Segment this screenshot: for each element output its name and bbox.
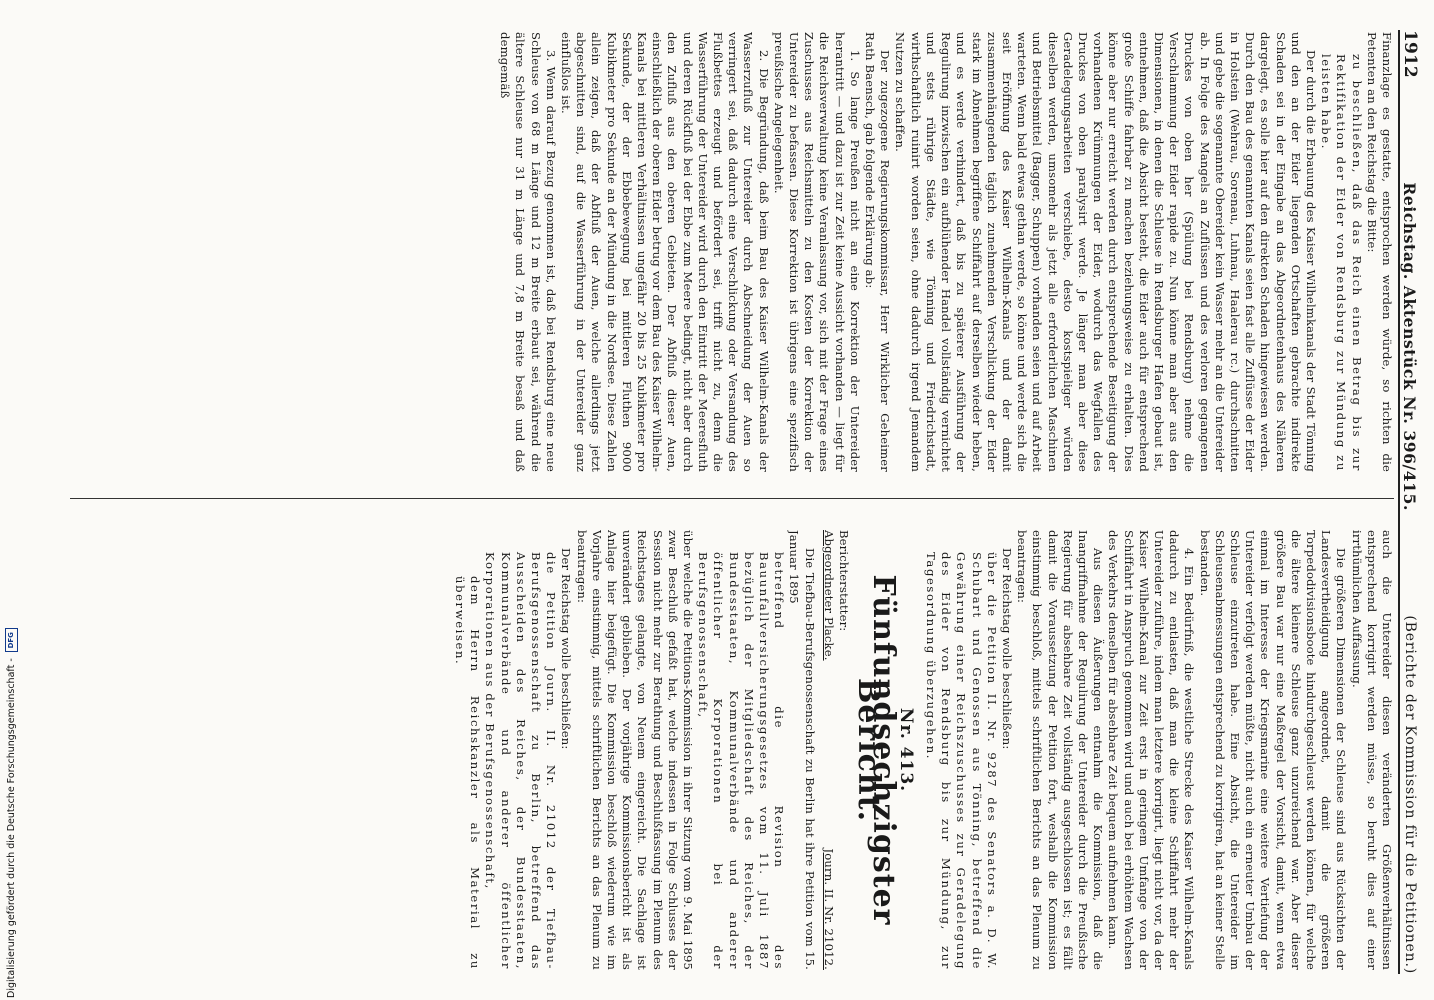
paragraph: Finanzlage es gestatte, entsprochen werden würde, so richten die Petenten an den Reichstag die Bitte:: [1364, 32, 1394, 472]
petition-request: zu beschließen, daß das Reich einen Betrag bis zur Rektifikation der Eider von Rendsburg zur Mündung zu leisten habe.: [1319, 54, 1364, 472]
section-title: (Berichte der Kommission für die Petitionen.): [1402, 615, 1419, 974]
left-column: [70, 32, 1394, 472]
paragraph: 1. So lange Preußen nicht an eine Korrektion der Untereider herantritt — und dazu ist zur Zeit keine Aussicht vorhanden — liegt für die Reichsverwaltung keine Veranlassung vor, sich mit der Frage eines Zuschusses aus Reichsmitteln zu den Kosten der Korrektion der Untereider zu befassen. Diese Korrektion ist übrigens eine spezifisch preußische Angelegenheit.: [771, 32, 862, 472]
paragraph: Die größeren Dimensionen der Schleuse sind aus Rücksichten der Landesvertheidigung angeordnet, damit die größeren Torpedodivisionsboote hindurchgeschleust werden können, für welche die ältere kleinere Schleuse ganz unzureichend war. Aber dieser größere Bau war nur eine Maßregel der Vorsicht, damit, wenn etwa einmal im Interesse der Kriegsmarine eine weitere Vertiefung der Untereider verfolgt werden müßte, nicht auch ein erneuter Umbau der Schleuse einzutreten habe. Eine Absicht, die Untereider im Schleusenabmessungen entsprechend zu korrigiren, hat an keiner Stelle bestanden.: [1197, 530, 1349, 970]
document-page: [64, 22, 1434, 982]
dfg-logo-icon: DFG: [5, 628, 18, 652]
report-heading: Fünfundsechzigster Bericht.: [851, 574, 902, 926]
paragraph: Der zugezogene Regierungskommissar, Herr Wirklicher Geheimer Rath Baensch, gab folgende Erklärung ab:: [863, 32, 893, 472]
motion-text: über die Petition II. Nr. 9287 des Senators a. D. W. Schubart und Genossen aus Tönning, betreffend die Gewährung einer Reichszuschusses zur Geradelegung des Eider von Rendsburg bis zur Mündung, zur Tagesordnung überzugehen.: [923, 552, 999, 970]
paragraph: Der Reichstag wolle beschließen:: [559, 548, 574, 750]
rapporteur-row: [821, 530, 836, 970]
paragraph: über welche die Petitions-Kommission in ihrer Sitzung vom 9. Mai 1895 zwar Beschluß gefaßt hat, welche indessen in Folge Schlusses der Session nicht mehr zur Berathung und Beschlußfassung im Plenum des Reichstages gelangte, von Neuem eingereicht. Die Sachlage ist unverändert geblieben. Der vorjährige Kommissionsbericht ist als Anlage hier beigefügt. Die Kommission beschloß wiederum wie im Vorjahre einstimmig, mittels schriftlichen Berichts an das Plenum zu beantragen:: [574, 530, 696, 970]
rapporteur-label: Berichterstatter:: [837, 530, 852, 632]
credit-text: Digitalisierung gefördert durch die Deutsche Forschungsgemeinschaft -: [5, 658, 17, 998]
petition-subject: betreffend die Revision des Bauunfallversicherungsgesetzes vom 11. Juli 1887 bezüglich der Mitgliedschaft des Reiches, der Bundesstaaten, Kommunalverbände und anderer öffentlicher Korporationen bei der Berufsgenossenschaft,: [696, 552, 787, 970]
paragraph: Der durch die Erbauung des Kaiser Wilhelmkanals der Stadt Tönning und den an der Eider liegenden Ortschaften gebrachte indirekte Schaden sei in der Eingabe an das Abgeordnetenhaus des Näheren dargelegt, es solle hier auf den direkten Schaden hingewiesen werden. Durch den Bau des genannten Kanals seien fast alle Zuflüsse der Eider in Holstein (Wehrau, Sorenau, Luhnau, Haalerau rc.) durchschnitten und gebe die sogenannte Obereider kein Wasser mehr an die Untereider ab. In Folge des Mangels an Zuflüssen und des verloren gegangenen Druckes von oben her (Spülung bei Rendsburg) nehme die Verschlammung der Eider rapide zu. Nun könne man aber aus den Dimensionen, in denen die Schleuse in Rendsburger Hafen gebaut ist, entnehmen, daß die Absicht besteht, die Eider auch für entsprechend große Schiffe fahrbar zu machen beziehungsweise zu erhalten. Dies könne aber nur erreicht werden durch entsprechende Beseitigung der vorhandenen Krümmungen der Eider, wodurch das Wegfallen des Druckes von oben paralysirt werde. Je länger man aber diese Geradelegungsarbeiten verschiebe, desto kostspieliger würden dieselben werden, umsomehr als jetzt alle erforderlichen Maschinen und Betriebsmittel (Bagger, Schuppen) vorhanden seien und auf Arbeit warteten. Wenn bald etwas gethan werde, so könne und werde sich die seit Eröffnung des Kaiser Wilhelm-Kanals und der damit zusammenhängenden täglich zunehmenden Verschlickung der Eider stark im Abnehmen begriffene Schiffahrt auf derselben wieder heben, und es werde verhindert, daß bis zu späterer Ausführung der Regulirung inzwischen ein aufblühender Handel vollständig vernichtet und stets rührige Städte, wie Tönning und Friedrichstadt, wirthschaftlich ruinirt worden seien, ohne dadurch irgend Jemandem Nutzen zu schaffen.: [893, 32, 1318, 472]
paragraph: Der Reichstag wolle beschließen:: [999, 548, 1014, 750]
paragraph: Aus diesen Äußerungen entnahm die Kommission, daß die Inangriffnahme der Regulirung der Untereider durch die Preußische Regierung für absehbare Zeit vollständig ausgeschlossen ist; es fällt damit die Voraussetzung der Petition fort, weshalb die Kommission einstimmig beschloß, mittels schriftlichen Berichts an das Plenum zu beantragen:: [1015, 530, 1106, 970]
journal-reference: Journ. II. Nr. 21012.: [821, 848, 836, 970]
paragraph: Die Tiefbau-Berufsgenossenschaft zu Berlin hat ihre Petition vom 15. Januar 1895: [787, 530, 817, 970]
rapporteur-name: Abgeordneter Placke.: [821, 530, 836, 661]
motion-text: die Petition Journ. II. Nr. 21012 der Tiefbau-Berufsgenossenschaft zu Berlin, betreffend das Ausscheiden des Reiches, der Bundesstaaten, Kommunalverbände und anderer öffentlicher Korporationen aus der Berufsgenossenschaft,: [483, 552, 559, 970]
paragraph: auch die Untereider diesen veränderten Größenverhältnissen entsprechend korrigirt werden müsse, so beruht dies auf einer irrthümlichen Auffassung.: [1349, 530, 1394, 970]
page-title: Reichstag. Aktenstück Nr. 396/415.: [1400, 182, 1420, 511]
digitization-credit: [4, 0, 18, 998]
page-header: [1398, 30, 1428, 974]
paragraph: 2. Die Begründung, daß beim Bau des Kaiser Wilhelm-Kanals der Wasserzufluß zur Untereider durch Abschneidung der Auen so verringert sei, daß dadurch eine Verschlickung oder Versandung des Flußbettes erzeugt und befördert sei, trifft nicht zu, denn die Wasserführung der Untereider wird durch den Eintritt der Meeresfluth und deren Rückfluß bei der Ebbe zum Meere bedingt, nicht aber durch den Zufluß aus den oberen Gebieten. Der Abfluß dieser Auen, einschließlich der oberen Eider betrug vor dem Bau des Kaiser Wilhelm-Kanals bei mittleren Verhältnissen ungefähr 20 bis 25 Kubikmeter pro Sekunde, der der Ebbebewegung bei mittleren Fluthen 9000 Kubikmeter pro Sekunde an der Mündung in die Nordsee. Diese Zahlen allein zeigen, daß der Abfluß der Auen, welche allerdings jetzt abgeschnitten sind, auf die Wasserführung in der Untereider ganz einflußlos ist.: [559, 32, 771, 472]
motion-conclusion: dem Herrn Reichskanzler als Material zu überweisen.: [453, 576, 483, 970]
paragraph: 4. Ein Bedürfniß, die westliche Strecke des Kaiser Wilhelm-Kanals dadurch zu entlasten, daß man die kleine Schiffahrt mehr der Untereider zuführe, indem man letztere korrigirt, liegt nicht vor, da der Kaiser Wilhelm-Kanal zur Zeit erst in geringem Umfange von der Schiffahrt in Anspruch genommen wird und auch bei erhöhtem Wachsen des Verkehrs denselben für absehbare Zeit bequem aufnehmen kann.: [1106, 530, 1197, 970]
page-number: 1912: [1400, 30, 1421, 78]
report-number: Nr. 413.: [895, 707, 916, 793]
paragraph: 3. Wenn darauf Bezug genommen ist, daß bei Rendsburg eine neue Schleuse von 68 m Länge und 12 m Breite erbaut sei, während die ältere Schleuse nur 31 m Länge und 7,8 m Breite besaß und daß demgemäß: [498, 32, 558, 472]
right-column: [70, 530, 1394, 970]
column-divider: [70, 498, 1394, 499]
